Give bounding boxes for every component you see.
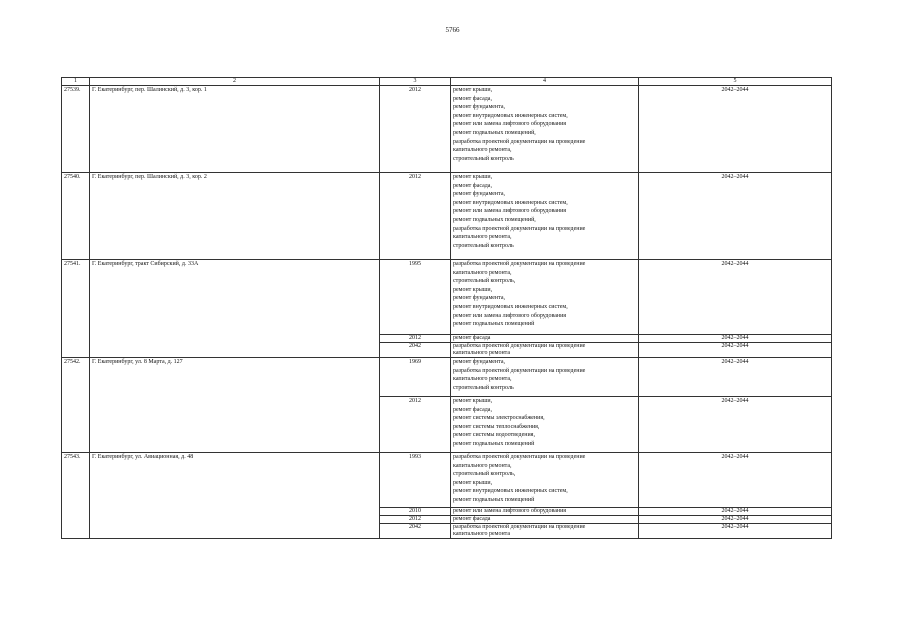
repair-works-list xyxy=(451,335,639,343)
column-header-4: 4 xyxy=(451,78,639,86)
repair-works-list xyxy=(451,358,639,397)
repair-work-item: ремонт фасада, xyxy=(453,406,492,413)
table-header-row xyxy=(62,78,832,86)
last-repair-year: 2010 xyxy=(380,508,451,516)
building-address: Г. Екатеринбург, тракт Сибирский, д. 33А xyxy=(90,260,380,358)
repair-work-item: ремонт фасада, xyxy=(453,95,492,102)
repair-works-list xyxy=(451,343,639,358)
repair-work-item: ремонт внутридомовых инженерных систем, xyxy=(453,112,568,119)
repair-work-item: ремонт или замена лифтового оборудования xyxy=(453,312,567,319)
repair-work-item: ремонт фундамента, xyxy=(453,191,505,198)
planned-period: 2042–2044 xyxy=(639,86,832,173)
repair-work-item: капитального ремонта, xyxy=(453,269,512,276)
repair-work-item: капитального ремонта xyxy=(453,531,511,537)
repair-work-item: ремонт подвальных помещений xyxy=(453,496,535,503)
last-repair-year: 2012 xyxy=(380,397,451,453)
repair-work-item: разработка проектной документации на проведение xyxy=(453,454,586,460)
repair-works-list xyxy=(451,260,639,335)
repair-work-item: ремонт крыши, xyxy=(453,174,493,180)
repair-work-item: капитального ремонта, xyxy=(453,147,512,154)
planned-period: 2042–2044 xyxy=(639,516,832,524)
row-number: 27540. xyxy=(62,173,90,260)
repair-work-item: ремонт внутридомовых инженерных систем, xyxy=(453,199,568,206)
column-header-3: 3 xyxy=(380,78,451,86)
repair-works-list xyxy=(451,86,639,173)
repair-work-item: капитального ремонта, xyxy=(453,376,512,383)
column-header-5: 5 xyxy=(639,78,832,86)
planned-period: 2042–2044 xyxy=(639,335,832,343)
repair-work-item: ремонт внутридомовых инженерных систем, xyxy=(453,488,568,495)
repair-work-item: строительный контроль, xyxy=(453,278,516,285)
building-address: Г. Екатеринбург, пер. Шалинский, д. 3, кор. 1 xyxy=(90,86,380,173)
repair-work-item: ремонт внутридомовых инженерных систем, xyxy=(453,303,568,310)
planned-period: 2042–2044 xyxy=(639,260,832,335)
column-header-1: 1 xyxy=(62,78,90,86)
column-header-2: 2 xyxy=(90,78,380,86)
repair-work-item: строительный контроль xyxy=(453,155,514,162)
last-repair-year: 1969 xyxy=(380,358,451,397)
repair-work-item: строительный контроль, xyxy=(453,471,516,478)
building-address: Г. Екатеринбург, пер. Шалинский, д. 3, кор. 2 xyxy=(90,173,380,260)
last-repair-year: 2042 xyxy=(380,343,451,358)
repair-work-item: ремонт подвальных помещений, xyxy=(453,216,536,223)
last-repair-year: 2012 xyxy=(380,86,451,173)
planned-period: 2042–2044 xyxy=(639,358,832,397)
planned-period: 2042–2044 xyxy=(639,173,832,260)
repair-work-item: ремонт крыши, xyxy=(453,398,493,404)
repair-work-item: ремонт системы электроснабжения, xyxy=(453,415,545,422)
repair-work-item: ремонт фундамента, xyxy=(453,359,505,365)
repair-works-list xyxy=(451,524,639,539)
repair-work-item: разработка проектной документации на проведение xyxy=(453,343,586,349)
last-repair-year: 1993 xyxy=(380,453,451,508)
repair-work-item: ремонт фасада xyxy=(453,516,491,522)
table-row xyxy=(62,173,832,260)
repair-schedule-table xyxy=(61,77,832,539)
row-number: 27542. xyxy=(62,358,90,453)
last-repair-year: 2042 xyxy=(380,524,451,539)
row-number: 27541. xyxy=(62,260,90,358)
planned-period: 2042–2044 xyxy=(639,343,832,358)
repair-works-list xyxy=(451,397,639,453)
repair-work-item: ремонт фундамента, xyxy=(453,104,505,111)
repair-work-item: ремонт крыши, xyxy=(453,286,493,293)
last-repair-year: 1995 xyxy=(380,260,451,335)
repair-work-item: капитального ремонта xyxy=(453,350,511,356)
repair-work-item: ремонт фундамента, xyxy=(453,295,505,302)
planned-period: 2042–2044 xyxy=(639,524,832,539)
repair-works-list xyxy=(451,453,639,508)
repair-works-list xyxy=(451,508,639,516)
last-repair-year: 2012 xyxy=(380,173,451,260)
repair-work-item: ремонт подвальных помещений xyxy=(453,321,535,328)
repair-work-item: разработка проектной документации на проведение xyxy=(453,367,586,374)
last-repair-year: 2012 xyxy=(380,516,451,524)
last-repair-year: 2012 xyxy=(380,335,451,343)
repair-work-item: разработка проектной документации на проведение xyxy=(453,138,586,145)
repair-work-item: разработка проектной документации на проведение xyxy=(453,261,586,267)
repair-work-item: ремонт или замена лифтового оборудования xyxy=(453,121,567,128)
repair-works-list xyxy=(451,516,639,524)
repair-work-item: ремонт или замена лифтового оборудования xyxy=(453,208,567,215)
repair-works-list xyxy=(451,173,639,260)
planned-period: 2042–2044 xyxy=(639,397,832,453)
repair-work-item: разработка проектной документации на проведение xyxy=(453,524,586,530)
repair-work-item: ремонт системы водоотведения, xyxy=(453,432,535,439)
row-number: 27543. xyxy=(62,453,90,539)
building-address: Г. Екатеринбург, ул. Авиационная, д. 48 xyxy=(90,453,380,539)
repair-work-item: разработка проектной документации на проведение xyxy=(453,225,586,232)
repair-work-item: ремонт крыши, xyxy=(453,479,493,486)
page-number: 5766 xyxy=(445,26,460,34)
repair-work-item: ремонт подвальных помещений xyxy=(453,440,535,447)
repair-work-item: ремонт фасада, xyxy=(453,182,492,189)
table-row xyxy=(62,86,832,173)
planned-period: 2042–2044 xyxy=(639,453,832,508)
planned-period: 2042–2044 xyxy=(639,508,832,516)
repair-work-item: ремонт системы теплоснабжения, xyxy=(453,423,540,430)
table-row xyxy=(62,260,832,335)
table-body xyxy=(62,86,832,539)
repair-work-item: капитального ремонта, xyxy=(453,234,512,241)
repair-work-item: ремонт крыши, xyxy=(453,87,493,93)
repair-work-item: строительный контроль xyxy=(453,242,514,249)
table-row xyxy=(62,358,832,397)
table-row xyxy=(62,453,832,508)
repair-work-item: ремонт или замена лифтового оборудования xyxy=(453,508,567,514)
repair-work-item: строительный контроль xyxy=(453,384,514,391)
repair-work-item: ремонт подвальных помещений, xyxy=(453,129,536,136)
building-address: Г. Екатеринбург, ул. 8 Марта, д. 127 xyxy=(90,358,380,453)
repair-work-item: ремонт фасада xyxy=(453,335,491,341)
repair-work-item: капитального ремонта, xyxy=(453,462,512,469)
row-number: 27539. xyxy=(62,86,90,173)
